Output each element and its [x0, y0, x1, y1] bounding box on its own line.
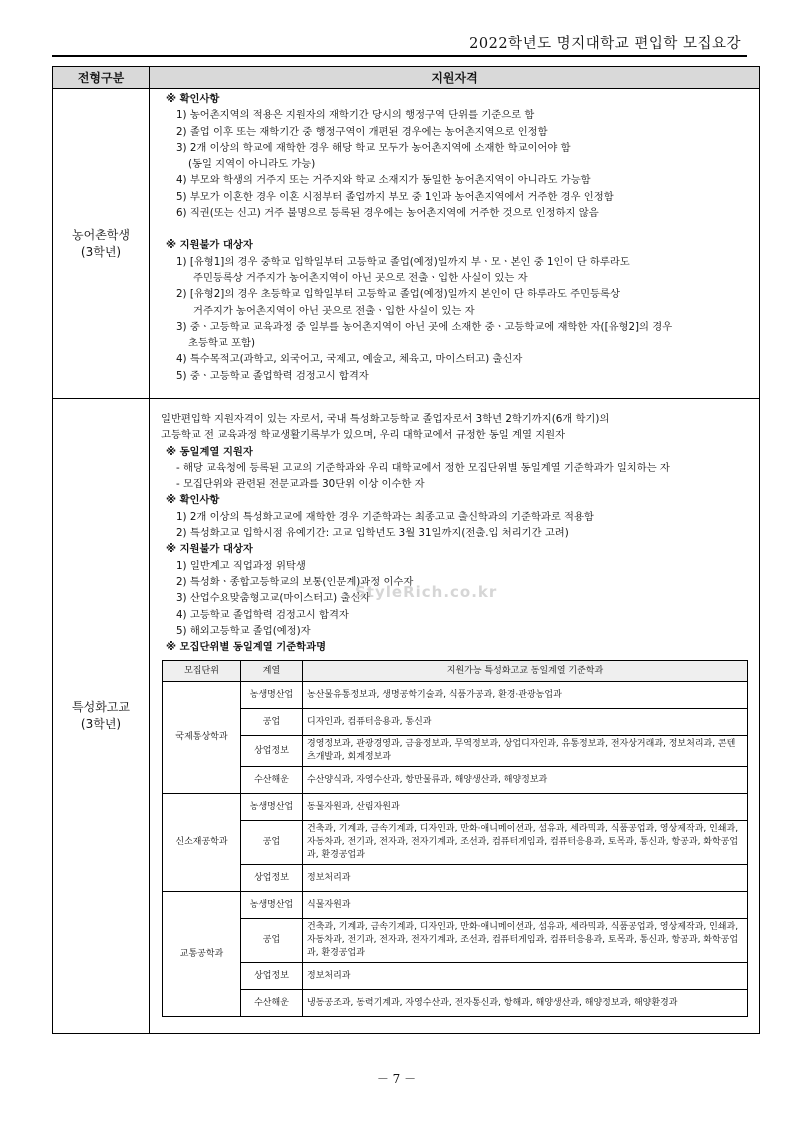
departments-cell: 농산물유통정보과, 생명공학기술과, 식품가공과, 환경·관광농업과: [303, 682, 748, 709]
eligibility-table: [52, 66, 760, 1034]
list-item: 5) 부모가 이혼한 경우 이혼 시점부터 졸업까지 부모 중 1인과 농어촌지역에서 거주한 경우 인정함: [176, 190, 614, 203]
field-cell: 상업정보: [241, 963, 303, 990]
list-item-continuation: 거주지가 농어촌지역이 아닌 곳으로 전출ㆍ입한 사실이 있는 자: [193, 304, 475, 317]
list-item: 6) 직권(또는 신고) 거주 불명으로 등록된 경우에는 농어촌지역에 거주한 것으로 인정하지 않음: [176, 207, 599, 220]
list-item: 5) 중ㆍ고등학교 졸업학력 검정고시 합격자: [176, 369, 369, 382]
department-heading: ※ 모집단위별 동일계열 기준학과명: [166, 641, 327, 654]
specialized-qualification: [150, 399, 760, 1034]
category-specialized: 특성화고교 (3학년): [53, 399, 150, 1034]
list-item: 1) [유형1]의 경우 중학교 입학일부터 고등학교 졸업(예정)일까지 부ㆍ모ㆍ본인 중 1인이 단 하루라도: [176, 255, 630, 268]
page-number: － 7 －: [376, 1072, 417, 1086]
departments-cell: 건축과, 기계과, 금속기계과, 디자인과, 만화·애니메이션과, 섬유과, 세라믹과, 식품공업과, 영상제작과, 인쇄과, 자동차과, 전기과, 전자과, 전자기계과, 조선과, 컴퓨터게임과, 컴퓨터응용과, 토목과, 통신과, 항공과, 화학공업과, 환경공업과: [303, 821, 748, 865]
list-item: 4) 고등학교 졸업학력 검정고시 합격자: [176, 608, 349, 621]
list-item: 3) 중ㆍ고등학교 교육과정 중 일부를 농어촌지역이 아닌 곳에 소재한 중ㆍ고등학교에 재학한 자([유형2]의 경우: [176, 320, 673, 333]
category-rural: 농어촌학생 (3학년): [53, 89, 150, 399]
departments-cell: 경영정보과, 관광경영과, 금융정보과, 무역정보과, 상업디자인과, 유통정보과, 전자상거래과, 정보처리과, 콘텐츠개발과, 회계정보과: [303, 736, 748, 767]
header-rule: [52, 55, 747, 57]
column-header-type: 전형구분: [53, 67, 150, 89]
list-item: 2) 특성화ㆍ종합고등학교의 보통(인문계)과정 이수자: [176, 575, 414, 588]
list-item: 2) 특성화고교 입학시점 유예기간: 고교 입학년도 3월 31일까지(전출.입 처리기간 고려): [176, 527, 569, 540]
specialized-check-heading: ※ 확인사항: [166, 494, 220, 507]
list-item: 1) 2개 이상의 특성화고교에 재학한 경우 기준학과는 최종고교 출신학과의 기준학과로 적용함: [176, 510, 594, 523]
list-item: - 해당 교육청에 등록된 고교의 기준학과와 우리 대학교에서 정한 모집단위별 동일계열 기준학과가 일치하는 자: [176, 461, 670, 474]
field-cell: 공업: [241, 821, 303, 865]
list-item-continuation: 초등학교 포함): [188, 337, 255, 350]
intro-line: 일반편입학 지원자격이 있는 자로서, 국내 특성화고등학교 졸업자로서 3학년 2학기까지(6개 학기)의: [161, 413, 610, 425]
list-item: 1) 농어촌지역의 적용은 지원자의 재학기간 당시의 행정구역 단위를 기준으로 함: [176, 109, 535, 122]
field-cell: 공업: [241, 919, 303, 963]
list-item: 4) 특수목적고(과학고, 외국어고, 국제고, 예술고, 체육고, 마이스터고) 출신자: [176, 353, 523, 366]
list-item: 4) 부모와 학생의 거주지 또는 거주지와 학교 소재지가 동일한 농어촌지역이 아니라도 가능함: [176, 174, 591, 187]
unit-cell: 교통공학과: [163, 892, 241, 1017]
unit-cell: 신소재공학과: [163, 794, 241, 892]
list-item: - 모집단위와 관련된 전문교과를 30단위 이상 이수한 자: [176, 478, 425, 491]
page-header-title: 2022학년도 명지대학교 편입학 모집요강: [469, 36, 741, 52]
field-cell: 수산해운: [241, 767, 303, 794]
rural-qualification: [150, 89, 760, 399]
department-table: [162, 660, 748, 1017]
rural-check-heading: ※ 확인사항: [166, 93, 220, 105]
watermark: StyleRich.co.kr: [355, 583, 498, 601]
list-item-continuation: (동일 지역이 아니라도 가능): [188, 158, 316, 171]
intro-line: 고등학교 전 교육과정 학교생활기록부가 있으며, 우리 대학교에서 규정한 동일 계열 지원자: [161, 429, 566, 442]
sub-header-unit: 모집단위: [163, 661, 241, 682]
field-cell: 농생명산업: [241, 682, 303, 709]
list-item: 3) 산업수요맞춤형고교(마이스터고) 출신자: [176, 592, 371, 605]
departments-cell: 정보처리과: [303, 865, 748, 892]
departments-cell: 수산양식과, 자영수산과, 항만물류과, 해양생산과, 해양정보과: [303, 767, 748, 794]
sub-header-field: 계열: [241, 661, 303, 682]
column-header-qualification: 지원자격: [150, 67, 760, 89]
list-item-continuation: 주민등록상 거주지가 농어촌지역이 아닌 곳으로 전출ㆍ입한 사실이 있는 자: [193, 271, 528, 284]
departments-cell: 디자인과, 컴퓨터응용과, 통신과: [303, 709, 748, 736]
departments-cell: 건축과, 기계과, 금속기계과, 디자인과, 만화·애니메이션과, 섬유과, 세라믹과, 식품공업과, 영상제작과, 인쇄과, 자동차과, 전기과, 전자과, 전자기계과, 조선과, 컴퓨터게임과, 컴퓨터응용과, 토목과, 통신과, 항공과, 화학공업과, 환경공업과: [303, 919, 748, 963]
list-item: 2) [유형2]의 경우 초등학교 입학일부터 고등학교 졸업(예정)일까지 본인이 단 하루라도 주민등록상: [176, 288, 620, 301]
sub-header-departments: 지원가능 특성화고교 동일계열 기준학과: [303, 661, 748, 682]
list-item: 3) 2개 이상의 학교에 재학한 경우 해당 학교 모두가 농어촌지역에 소재한 학교이어야 함: [176, 141, 571, 154]
departments-cell: 정보처리과: [303, 963, 748, 990]
field-cell: 상업정보: [241, 865, 303, 892]
field-cell: 공업: [241, 709, 303, 736]
field-cell: 농생명산업: [241, 892, 303, 919]
departments-cell: 식물자원과: [303, 892, 748, 919]
unit-cell: 국제통상학과: [163, 682, 241, 794]
rural-ineligible-heading: ※ 지원불가 대상자: [166, 239, 253, 252]
list-item: 2) 졸업 이후 또는 재학기간 중 행정구역이 개편된 경우에는 농어촌지역으로 인정함: [176, 125, 548, 138]
specialized-ineligible-heading: ※ 지원불가 대상자: [166, 543, 253, 556]
same-field-heading: ※ 동일계열 지원자: [166, 445, 253, 458]
departments-cell: 동물자원과, 산림자원과: [303, 794, 748, 821]
list-item: 1) 일반계고 직업과정 위탁생: [176, 559, 306, 572]
field-cell: 수산해운: [241, 990, 303, 1017]
field-cell: 상업정보: [241, 736, 303, 767]
departments-cell: 냉동공조과, 동력기계과, 자영수산과, 전자통신과, 항해과, 해양생산과, 해양정보과, 해양환경과: [303, 990, 748, 1017]
list-item: 5) 해외고등학교 졸업(예정)자: [176, 624, 311, 637]
field-cell: 농생명산업: [241, 794, 303, 821]
